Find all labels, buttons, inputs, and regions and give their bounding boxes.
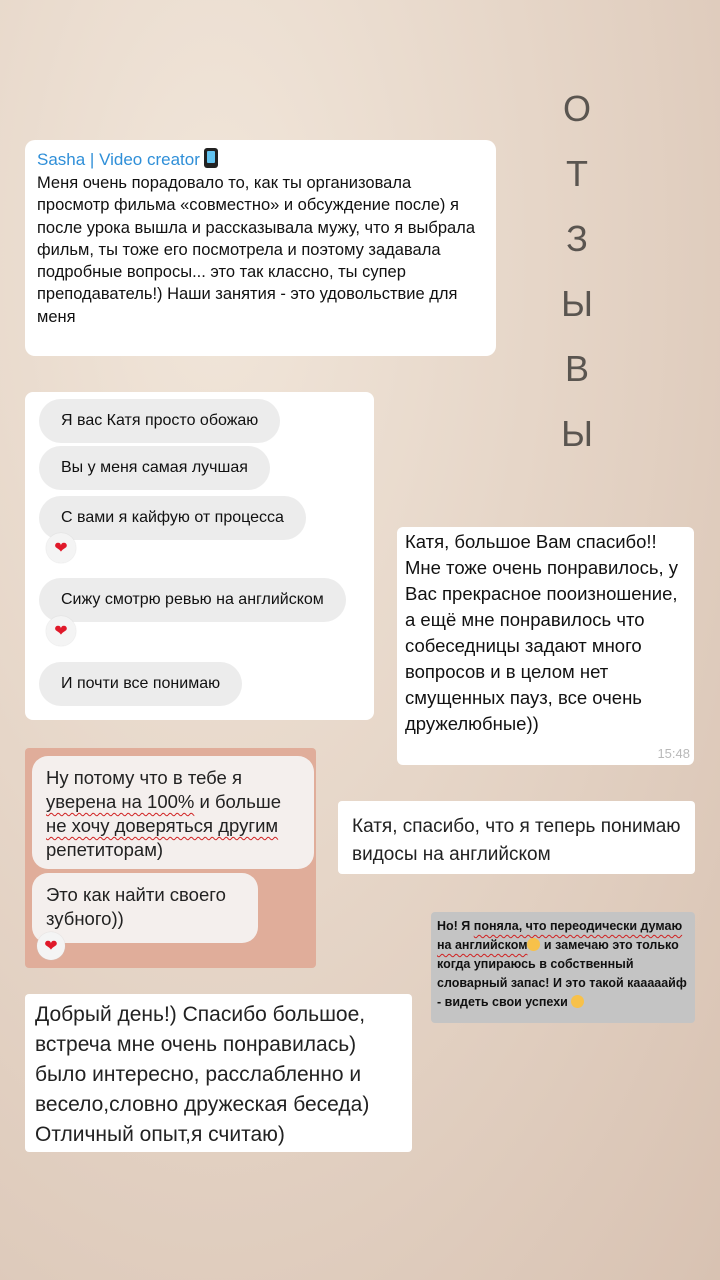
message-bubble[interactable]: И почти все понимаю	[39, 662, 242, 706]
message-line	[46, 790, 300, 814]
blushing-face-icon	[527, 938, 540, 951]
underlined-text: не хочу доверяться другим	[46, 815, 279, 836]
heart-reaction-icon: ❤	[37, 932, 65, 960]
message-bubble[interactable]	[32, 756, 314, 869]
review-card-sasha	[25, 140, 496, 356]
review-card-meeting: Добрый день!) Спасибо большое, встреча мне очень понравилась) было интересно, расслабленно и весело,словно дружеская беседа) Отличный опыт,я считаю)	[25, 994, 412, 1152]
review-card-tutor	[25, 748, 316, 968]
message-bubble[interactable]: С вами я кайфую от процесса	[39, 496, 306, 540]
message-time: 15:48	[657, 746, 690, 761]
heart-reaction-icon: ❤	[46, 616, 76, 646]
review-card-thanks	[397, 527, 694, 765]
message-text: Катя, большое Вам спасибо!! Мне тоже очень понравилось, у Вас прекрасное пооизношение, а ещё мне понравилось что собеседницы задают много вопросов и в целом нет смущенных пауз, все очень дружелюбные))	[405, 531, 678, 734]
message-line: репетиторам)	[46, 839, 164, 860]
review-card-messages	[25, 392, 374, 720]
message-fragment: и замечаю это только когда упираюсь в собственный словарный запас! И это такой кааааайф - видеть свои успехи	[437, 938, 687, 1009]
sender-name[interactable]: Sasha | Video creator	[37, 150, 200, 169]
message-bubble[interactable]: Сижу смотрю ревью на английском	[39, 578, 346, 622]
heading-letter: Т	[566, 153, 590, 194]
message-bubble[interactable]: Я вас Катя просто обожаю	[39, 399, 280, 443]
mobile-phone-icon	[204, 148, 218, 168]
message-bubble[interactable]: Вы у меня самая лучшая	[39, 446, 270, 490]
heart-reaction-icon: ❤	[46, 533, 76, 563]
message-text: Меня очень порадовало то, как ты организовала просмотр фильма «совместно» и обсуждение после) я после урока вышла и рассказывала мужу, что я выбрала фильм, ты тоже его посмотрела и поэтому задавала подробные вопросы... это так классно, ты супер преподаватель!) Наши занятия - это удовольствие для меня	[37, 174, 475, 326]
message-line: Ну потому что в тебе я	[46, 767, 243, 788]
heading-letter: В	[564, 348, 591, 389]
heading-letter: Ы	[561, 413, 595, 454]
underlined-text: уверена на 100%	[46, 791, 195, 812]
smiling-face-icon	[571, 995, 584, 1008]
sender-row	[37, 148, 484, 170]
message-bubble[interactable]: Это как найти своего зубного))	[32, 873, 258, 943]
review-card-videos: Катя, спасибо, что я теперь понимаю видосы на английском	[338, 801, 695, 874]
heading-letter: О	[562, 88, 593, 129]
message-fragment: Но! Я	[437, 919, 474, 933]
review-card-english	[431, 912, 695, 1023]
underlined-text: поняла, что переодически думаю на английском	[437, 919, 683, 952]
heading-letter: З	[566, 218, 590, 259]
heading-letter: Ы	[561, 283, 595, 324]
message-fragment: и больше	[194, 791, 281, 812]
